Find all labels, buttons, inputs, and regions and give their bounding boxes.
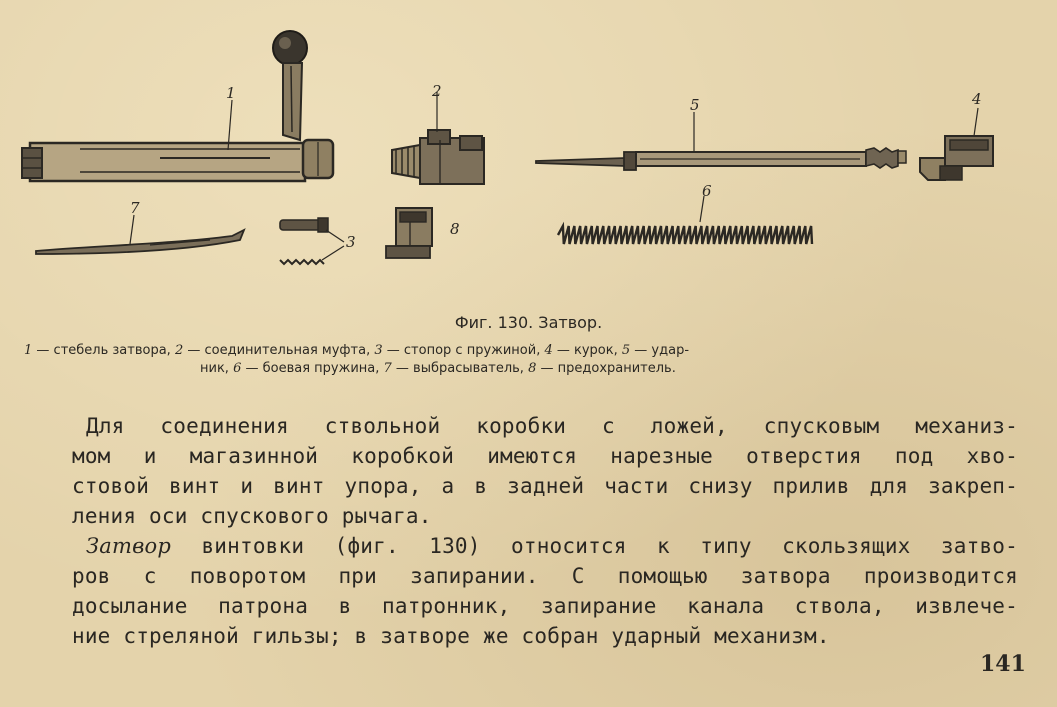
paragraph-2-line-3: досылание патрона в патронник, запирание канала ствола, извлече- bbox=[72, 594, 1018, 618]
legend-line-1-text-3: — курок, bbox=[552, 343, 622, 358]
paragraph-1-line-1: Для соединения ствольной коробки с ложей, спусковым механиз- bbox=[86, 414, 1018, 438]
legend-line-1-text-1: — соединительная муфта, bbox=[183, 343, 375, 358]
legend-line-2-text-2: — выбрасыватель, bbox=[391, 361, 529, 376]
legend-line-2-num-1: 6 bbox=[233, 361, 242, 376]
paragraph-1 bbox=[56, 411, 1018, 531]
paragraph-2-line-1-rest: винтовки (фиг. 130) относится к типу скользящих затво- bbox=[171, 534, 1018, 558]
legend-line-1 bbox=[24, 343, 689, 358]
extractor-part bbox=[36, 215, 244, 254]
legend-line-2-num-2: 7 bbox=[383, 361, 392, 376]
figure-legend bbox=[24, 342, 1024, 378]
paragraph-2-line-1 bbox=[56, 531, 1018, 561]
legend-line-1-num-2: 3 bbox=[374, 343, 383, 358]
paragraph-2 bbox=[56, 531, 1018, 651]
legend-line-1-num-4: 5 bbox=[621, 343, 631, 358]
paragraph-2-line-4: ние стреляной гильзы; в затворе же собран ударный механизм. bbox=[72, 624, 830, 648]
mainspring-part bbox=[556, 196, 814, 246]
legend-line-1-num-0: 1 bbox=[24, 343, 33, 358]
page-number: 141 bbox=[980, 651, 1026, 677]
part-label-5: 5 bbox=[690, 96, 700, 114]
part-label-1: 1 bbox=[226, 84, 236, 102]
part-label-8: 8 bbox=[450, 220, 460, 238]
legend-line-2 bbox=[24, 360, 1024, 378]
firing-pin-part bbox=[536, 112, 906, 170]
cocking-piece-part bbox=[920, 108, 993, 180]
safety-part bbox=[386, 208, 432, 258]
part-label-4: 4 bbox=[972, 90, 982, 108]
paragraph-1-line-2: мом и магазинной коробкой имеются нарезные отверстия под хво- bbox=[72, 444, 1018, 468]
body-text bbox=[56, 411, 1018, 651]
legend-line-2-text-1: — боевая пружина, bbox=[241, 361, 384, 376]
bolt-body-part bbox=[22, 31, 333, 181]
legend-line-1-text-4: — удар- bbox=[630, 343, 690, 358]
figure-caption: Фиг. 130. Затвор. bbox=[454, 313, 603, 332]
term-bolt: Затвор bbox=[86, 534, 172, 558]
bolt-stop-part bbox=[280, 218, 344, 264]
legend-line-2-text-0: ник, bbox=[200, 361, 234, 376]
paragraph-1-line-4: ления оси спускового рычага. bbox=[72, 504, 432, 528]
paragraph-2-line-2: ров с поворотом при запирании. С помощью затвора производится bbox=[72, 564, 1018, 588]
legend-line-1-num-3: 4 bbox=[544, 343, 553, 358]
legend-line-1-text-0: — стебель затвора, bbox=[32, 343, 175, 358]
bolt-figure bbox=[0, 0, 1057, 300]
legend-line-1-num-1: 2 bbox=[174, 343, 184, 358]
part-label-3: 3 bbox=[346, 233, 356, 251]
part-label-6: 6 bbox=[702, 182, 712, 200]
connecting-sleeve-part bbox=[392, 92, 484, 184]
part-label-2: 2 bbox=[432, 82, 442, 100]
legend-line-2-text-3: — предохранитель. bbox=[536, 361, 676, 376]
part-label-7: 7 bbox=[130, 199, 140, 217]
bolt-drawing bbox=[0, 0, 1057, 300]
legend-line-2-num-3: 8 bbox=[528, 361, 537, 376]
legend-line-1-text-2: — стопор с пружиной, bbox=[382, 343, 545, 358]
paragraph-1-line-3: стовой винт и винт упора, а в задней части снизу прилив для закреп- bbox=[72, 474, 1018, 498]
